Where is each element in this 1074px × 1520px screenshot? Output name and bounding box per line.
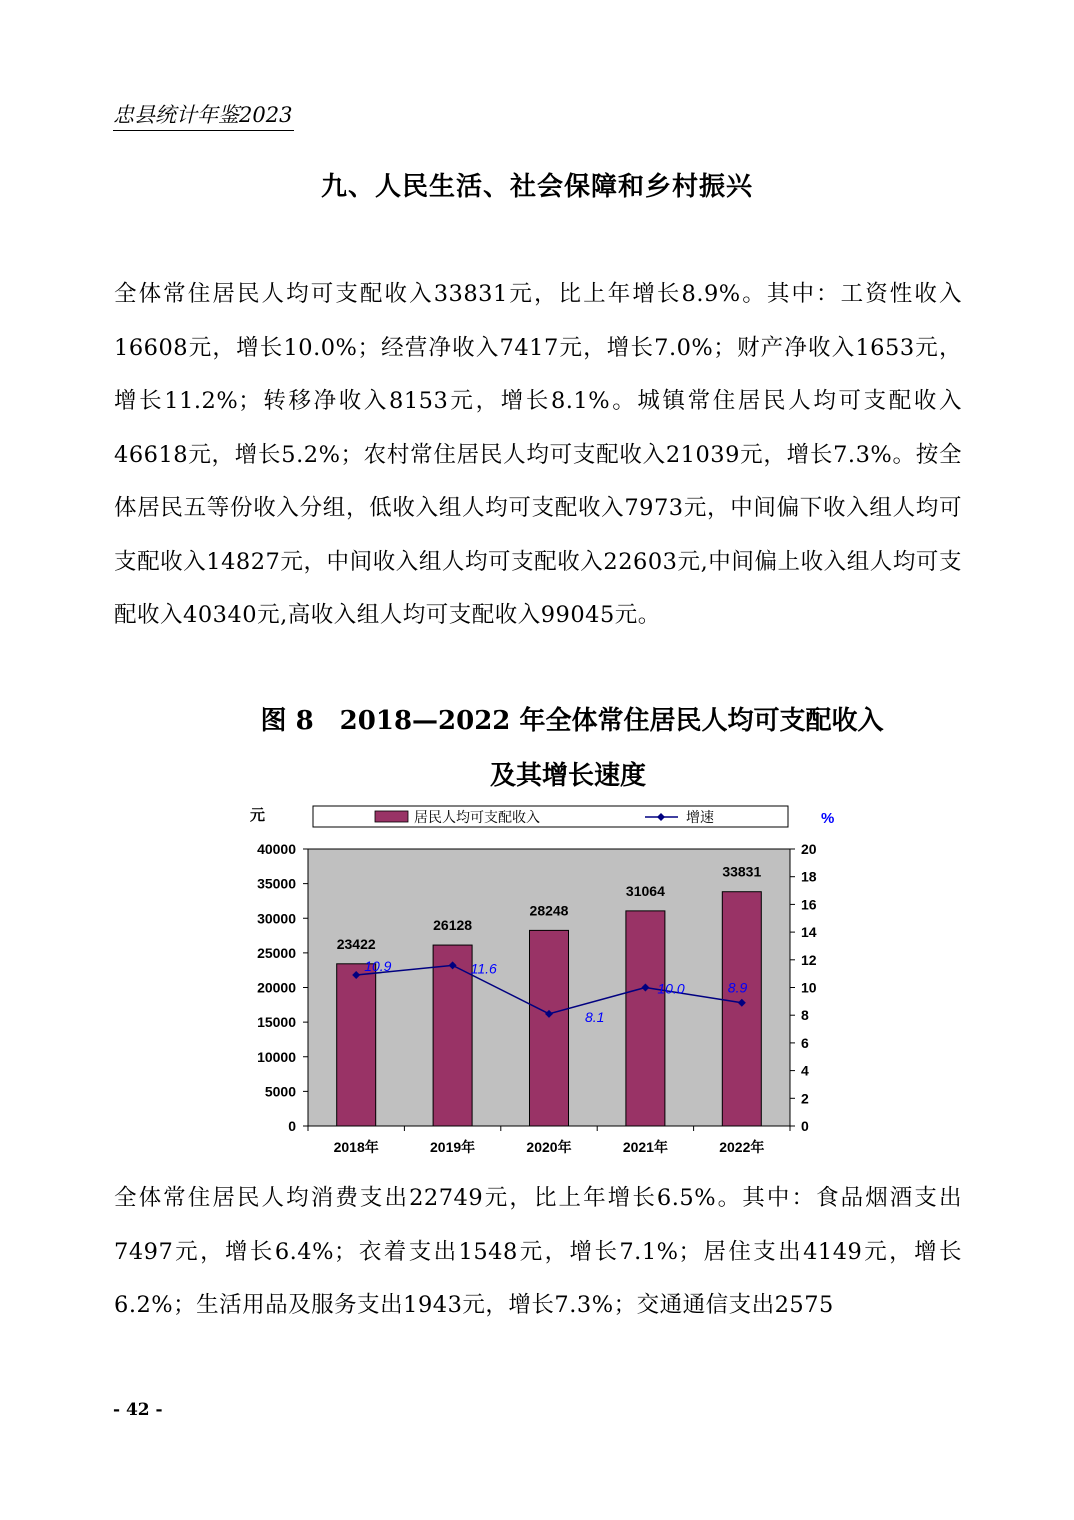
right-axis-tick-label: 4 xyxy=(801,1062,809,1079)
right-axis-tick-label: 6 xyxy=(801,1034,809,1051)
consumption-paragraph: 全体常住居民人均消费支出22749元，比上年增长6.5%。其中：食品烟酒支出7497元，增长6.4%；衣着支出1548元，增长7.1%；居住支出4149元，增长6.2%；生活用品及服务支出1943元，增长7.3%；交通通信支出2575 xyxy=(114,1185,962,1318)
bar-value-label: 28248 xyxy=(529,902,569,919)
x-axis-category-label: 2021年 xyxy=(622,1139,668,1155)
right-axis-tick-label: 18 xyxy=(801,868,817,885)
left-axis-tick-label: 40000 xyxy=(257,841,296,857)
legend-bar-swatch xyxy=(375,811,408,822)
legend-line-label: 增速 xyxy=(686,809,714,825)
left-axis-tick-label: 0 xyxy=(288,1118,296,1134)
bar-value-label: 26128 xyxy=(433,917,473,934)
right-axis-tick-label: 20 xyxy=(801,841,817,857)
right-axis-tick-label: 0 xyxy=(801,1118,809,1134)
growth-rate-label: 8.9 xyxy=(727,979,748,996)
left-axis-unit: 元 xyxy=(250,807,266,824)
x-axis-category-label: 2022年 xyxy=(719,1139,765,1155)
section-title: 九、人民生活、社会保障和乡村振兴 xyxy=(320,172,753,202)
income-bar xyxy=(626,911,665,1126)
book-title-header: 忠县统计年鉴2023 xyxy=(113,100,294,131)
income-paragraph: 全体常住居民人均可支配收入33831元，比上年增长8.9%。其中：工资性收入16608元，增长10.0%；经营净收入7417元，增长7.0%；财产净收入1653元，增长11.2%；转移净收入8153元，增长8.1%。城镇常住居民人均可支配收入46618元，增长5.2%；农村常住居民人均可支配收入21039元，增长7.3%。按全体居民五等份收入分组，低收入组人均可支配收入7973元，中间偏下收入组人均可支配收入14827元，中间收入组人均可支配收入22603元,中间偏上收入组人均可支配收入40340元,高收入组人均可支配收入99045元。 xyxy=(114,281,962,628)
income-bar xyxy=(530,930,569,1126)
left-axis-tick-label: 25000 xyxy=(257,944,296,961)
right-axis-tick-label: 10 xyxy=(801,979,817,996)
growth-rate-label: 11.6 xyxy=(470,960,497,977)
growth-rate-label: 10.9 xyxy=(364,958,392,975)
figure-title-line1: 图 8 2018—2022 年全体常住居民人均可支配收入 xyxy=(260,706,884,736)
x-axis-category-label: 2020年 xyxy=(526,1139,572,1155)
figure-title-line2: 及其增长速度 xyxy=(489,761,646,791)
bar-value-label: 33831 xyxy=(722,863,762,880)
income-bar xyxy=(337,964,376,1126)
legend-bar-label: 居民人均可支配收入 xyxy=(414,809,540,825)
left-axis-tick-label: 35000 xyxy=(257,875,296,892)
x-axis-category-label: 2019年 xyxy=(430,1139,476,1155)
left-axis-tick-label: 5000 xyxy=(264,1083,296,1100)
left-axis-tick-label: 15000 xyxy=(257,1014,296,1031)
bar-value-label: 31064 xyxy=(625,882,665,899)
right-axis-tick-label: 8 xyxy=(801,1007,809,1024)
bar-value-label: 23422 xyxy=(336,935,376,952)
right-axis-unit: % xyxy=(821,810,835,827)
growth-rate-label: 10.0 xyxy=(657,980,685,997)
left-axis-tick-label: 10000 xyxy=(257,1048,296,1065)
right-axis-tick-label: 2 xyxy=(801,1090,809,1107)
left-axis-tick-label: 30000 xyxy=(257,910,296,927)
x-axis-category-label: 2018年 xyxy=(333,1139,379,1155)
chart-plot-area xyxy=(250,807,834,1155)
right-axis-tick-label: 14 xyxy=(801,924,817,941)
growth-rate-label: 8.1 xyxy=(585,1008,605,1025)
income-growth-chart xyxy=(238,798,848,1162)
income-bar xyxy=(722,892,761,1126)
chart-legend xyxy=(313,806,788,827)
page-number: - 42 - xyxy=(113,1400,163,1420)
right-axis-tick-label: 16 xyxy=(801,896,817,913)
right-axis-tick-label: 12 xyxy=(801,951,817,968)
left-axis-tick-label: 20000 xyxy=(257,979,296,996)
